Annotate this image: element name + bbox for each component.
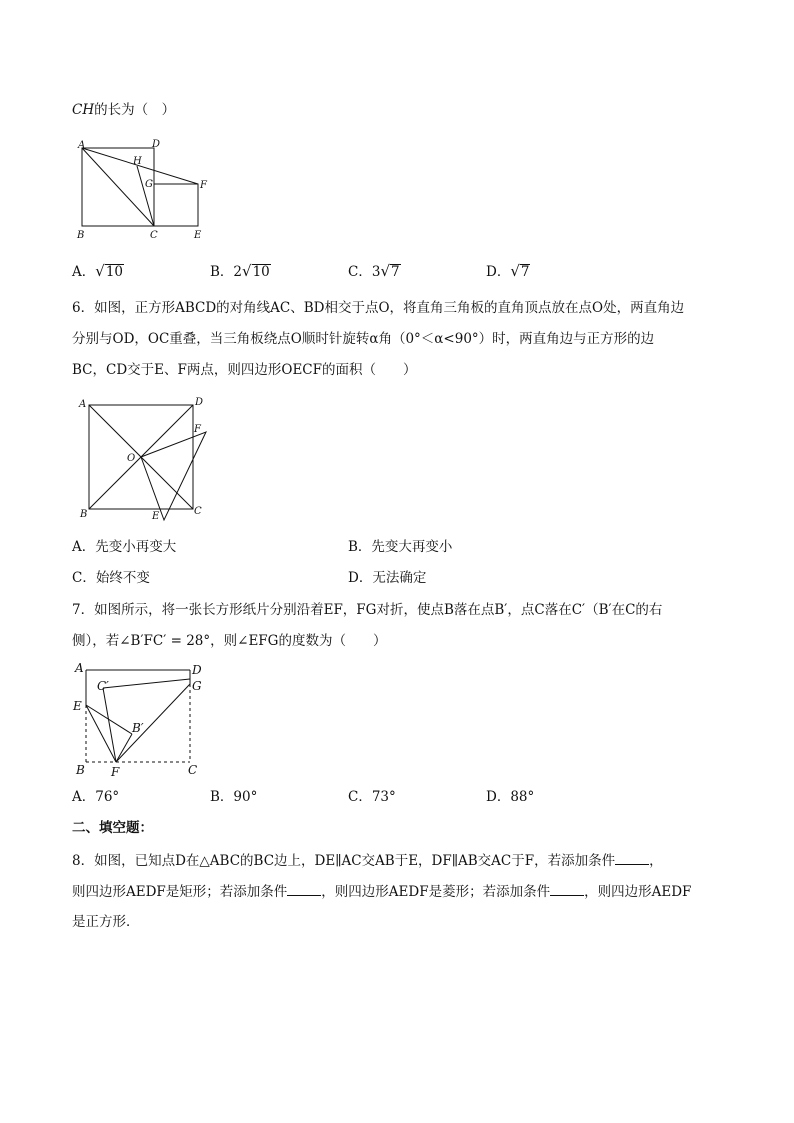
q5-stem-text: 的长为（ ） — [94, 102, 176, 118]
q7-fold-fg — [116, 684, 190, 762]
q5-label-f: F — [200, 180, 207, 191]
q6-label-c: C — [194, 506, 202, 517]
q5-stem-var: CH — [72, 102, 95, 118]
q6-label-o: O — [127, 453, 136, 464]
q7-label-a: A — [75, 661, 84, 675]
q6-stem-line-2: 分别与OD，OC重叠，当三角板绕点O顺时针旋转α角（0°＜α<90°）时，两直角边与正方形的边 — [72, 331, 655, 347]
q6-option-b[interactable]: B．先变大再变小 — [348, 539, 453, 555]
q7-segment-f-c-prime — [103, 688, 116, 762]
q7-option-a[interactable]: A．76° — [72, 789, 120, 805]
q5-option-b[interactable]: B．2√10 — [210, 262, 270, 280]
q6-stem-line-1: 6．如图，正方形ABCD的对角线AC、BD相交于点O，将直角三角板的直角顶点放在点O处，两直角边 — [72, 300, 685, 316]
q5-label-e: E — [194, 230, 202, 241]
section-heading-fill-in: 二、填空题： — [72, 820, 153, 836]
q7-figure — [70, 660, 220, 778]
q7-label-f: F — [111, 765, 120, 778]
q6-option-d[interactable]: D．无法确定 — [348, 570, 427, 586]
q5-option-d[interactable]: D．√7 — [486, 262, 530, 280]
q7-segment-c-prime-g — [103, 679, 190, 688]
q7-label-g: G — [192, 679, 202, 693]
q7-label-c-prime: C′ — [97, 679, 109, 693]
q5-stem-tail — [72, 100, 175, 120]
q8-stem-line-3: 是正方形． — [72, 914, 140, 930]
q7-option-b[interactable]: B．90° — [210, 789, 258, 805]
q5-figure — [70, 138, 220, 242]
q7-label-c: C — [188, 763, 198, 777]
q7-label-e: E — [73, 699, 82, 713]
q5-label-b: B — [77, 230, 85, 241]
q7-label-b-prime: B′ — [132, 721, 144, 735]
q8-blank-rhombus[interactable] — [287, 881, 321, 896]
q6-option-a[interactable]: A．先变小再变大 — [72, 539, 177, 555]
q7-stem-line-2: 侧），若∠B′FC′ = 28°，则∠EFG的度数为（ ） — [72, 633, 387, 649]
q6-figure — [74, 394, 214, 524]
q8-blank-square[interactable] — [550, 881, 584, 896]
q6-label-f: F — [194, 424, 201, 435]
q7-option-d[interactable]: D．88° — [486, 789, 535, 805]
q6-label-d: D — [195, 397, 204, 408]
q6-label-e: E — [152, 511, 160, 522]
q7-label-d: D — [192, 663, 202, 677]
q5-label-a: A — [78, 140, 86, 151]
q5-label-h: H — [133, 156, 142, 167]
q5-label-g: G — [145, 179, 153, 190]
q7-stem-line-1: 7．如图所示，将一张长方形纸片分别沿着EF，FG对折，使点B落在点B′，点C落在C′（B′在C的右 — [72, 602, 663, 618]
q5-label-d: D — [152, 139, 161, 150]
q7-option-c[interactable]: C．73° — [348, 789, 396, 805]
q5-option-c[interactable]: C．3√7 — [348, 262, 400, 280]
q8-stem-line-2: 则四边形AEDF是矩形；若添加条件 ，则四边形AEDF是菱形；若添加条件 ，则四边形AEDF — [72, 881, 691, 902]
q8-stem-line-1: 8．如图，已知点D在△ABC的BC边上，DE∥AC交AB于E，DF∥AB交AC于F，若添加条件 ， — [72, 850, 663, 871]
q6-label-b: B — [80, 509, 88, 520]
q8-blank-rectangle[interactable] — [615, 850, 649, 865]
q5-square-cefg — [154, 184, 198, 226]
q5-option-a[interactable]: A．√10 — [72, 262, 123, 280]
q6-option-c[interactable]: C．始终不变 — [72, 570, 150, 586]
q6-stem-line-3: BC，CD交于E、F两点，则四边形OECF的面积（ ） — [72, 362, 417, 378]
q5-label-c: C — [150, 230, 158, 241]
q7-label-b: B — [76, 763, 85, 777]
q6-label-a: A — [79, 399, 87, 410]
